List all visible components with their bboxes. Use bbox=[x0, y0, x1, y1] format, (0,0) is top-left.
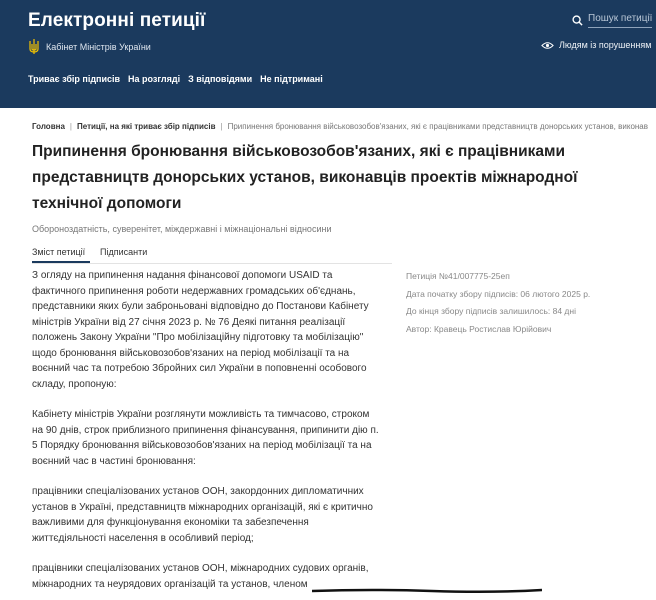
trident-emblem-icon bbox=[28, 38, 40, 56]
petition-paragraph: працівники спеціалізованих установ ООН, міжнародних судових органів, міжнародних та неурядових організацій та установ, членом bbox=[32, 563, 369, 590]
org-name: Кабінет Міністрів України bbox=[46, 42, 151, 52]
petition-category[interactable]: Обороноздатність, суверенітет, міждержавні і міжнаціональні відносини bbox=[32, 224, 332, 234]
tab-content[interactable]: Зміст петиції bbox=[32, 247, 86, 257]
petition-start-date: Дата початку збору підписів: 06 лютого 2025 р. bbox=[406, 288, 591, 299]
petition-tabs bbox=[32, 244, 392, 264]
petition-meta bbox=[406, 268, 651, 338]
petition-days-left: До кінця збору підписів залишилось: 84 дні bbox=[406, 306, 576, 316]
petition-paragraph: працівники спеціалізованих установ ООН, закордонних дипломатичних установ в Україні, представництв міжнародних організацій, які є критично важливими для функціонування економіки та забезпечення життєдіяльності населення в особливий період; bbox=[32, 486, 373, 544]
breadcrumb bbox=[32, 122, 656, 131]
search-icon[interactable] bbox=[572, 15, 583, 26]
petition-paragraph: Кабінету міністрів України розглянути можливість та тимчасово, строком на 90 днів, строк приблизного припинення фінансування, припинити дію п. 5 Порядку бронювання військовозобов'язаних на період мобілізації та на воєнний час в частині бронювання: bbox=[32, 409, 379, 467]
breadcrumb-home[interactable]: Головна bbox=[32, 122, 65, 131]
site-title[interactable]: Електронні петиції bbox=[28, 10, 206, 31]
petition-body bbox=[32, 268, 382, 600]
accessibility-toggle[interactable] bbox=[541, 40, 651, 50]
breadcrumb-section[interactable]: Петиції, на які триває збір підписів bbox=[76, 122, 216, 131]
nav-not-supported[interactable]: Не підтримані bbox=[260, 74, 323, 84]
petition-number: Петиція №41/007775-25еп bbox=[406, 271, 510, 281]
nav-answered[interactable]: З відповідями bbox=[188, 74, 253, 84]
tab-signatories[interactable]: Підписанти bbox=[100, 247, 148, 257]
petition-paragraph: З огляду на припинення надання фінансової допомоги USAID та фактичного припинення роботи недержавних громадських об'єднань, представники яких були заброньовані відповідно до Постанови Кабінету міністрів України від 27 січня 2023 р. № 76 Деякі питання реалізації положень Закону України "Про мобілізаційну підготовку та мобілізацію" щодо бронювання військовозобов'язаних на період мобілізації та на воєнний час та потребою Збройних сил України в поповненні особового складу, пропоную: bbox=[32, 270, 369, 390]
breadcrumb-separator: | bbox=[69, 122, 72, 131]
petition-title: Припинення бронювання військовозобов'язаних, які є працівниками представництв донорських установ, виконавців проектів міжнародної технічної допомоги bbox=[32, 143, 578, 212]
search-box bbox=[572, 12, 652, 28]
site-header bbox=[0, 0, 656, 108]
active-tab-indicator bbox=[32, 261, 90, 263]
petition-author: Автор: Кравець Ростислав Юрійович bbox=[406, 323, 552, 334]
breadcrumb-separator: | bbox=[220, 122, 223, 131]
eye-icon bbox=[541, 41, 554, 50]
nav-ongoing[interactable]: Триває збір підписів bbox=[28, 74, 121, 84]
breadcrumb-current: Припинення бронювання військовозобов'язаних, які є працівниками представництв донорських установ, виконав bbox=[227, 122, 649, 131]
search-input[interactable] bbox=[588, 12, 652, 28]
redaction-scribble bbox=[312, 587, 542, 594]
nav-under-review[interactable]: На розгляді bbox=[128, 74, 181, 84]
main-nav bbox=[28, 74, 323, 84]
accessibility-label: Людям із порушенням bbox=[559, 40, 652, 50]
org-logo[interactable] bbox=[28, 38, 151, 56]
